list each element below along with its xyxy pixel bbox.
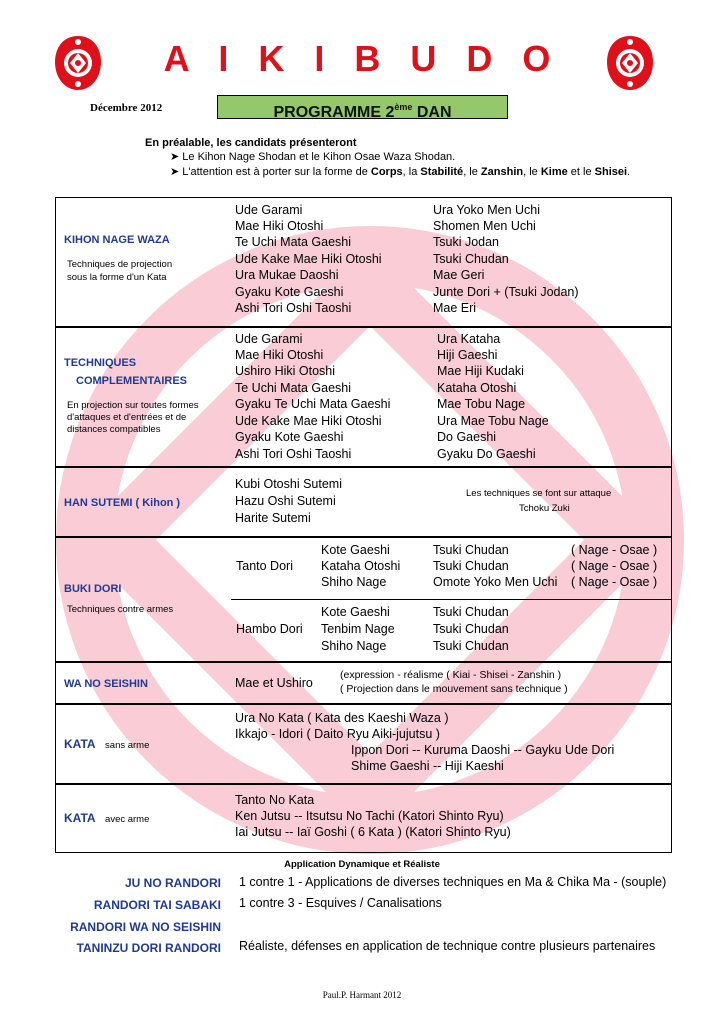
tanto-attack: Omote Yoko Men Uchi [433,575,558,589]
kata-sans-line-3: Ippon Dori -- Kuruma Daoshi -- Gayku Ude Dori [351,743,615,757]
complementaires-col1-item: Te Uchi Mata Gaeshi [235,381,352,395]
kata-avec-line-3: Iai Jutsu -- Iaï Goshi ( 6 Kata ) (Katori Shinto Ryu) [235,825,511,839]
tanto-technique: Kataha Otoshi [321,559,401,573]
han-sutemi-note-2: Tchoku Zuki [519,503,570,514]
complementaires-col2-item: Ura Kataha [437,332,501,346]
randori-text: Réaliste, défenses en application de technique contre plusieurs partenaires [239,939,656,953]
buki-dori-note: Techniques contre armes [67,604,174,615]
hambo-attack: Tsuki Chudan [433,605,509,619]
tanto-mode: ( Nage - Osae ) [571,543,658,557]
complementaires-note-3: distances compatibles [67,424,161,435]
han-sutemi-item: Kubi Otoshi Sutemi [235,477,342,491]
kata-avec-line-1: Tanto No Kata [235,793,315,807]
complementaires-col1-item: Gyaku Te Uchi Mata Gaeshi [235,397,391,411]
buki-dori-title: BUKI DORI [64,583,122,595]
complementaires-title-1: TECHNIQUES [64,357,137,369]
hambo-dori-label: Hambo Dori [236,622,303,636]
kata-sans-line-4: Shime Gaeshi -- Hiji Kaeshi [351,759,504,773]
tanto-technique: Kote Gaeshi [321,543,390,557]
hambo-technique: Kote Gaeshi [321,605,390,619]
complementaires-col1-item: Ushiro Hiki Otoshi [235,364,336,378]
complementaires-col2-item: Kataha Otoshi [437,381,517,395]
complementaires-col2-item: Do Gaeshi [437,430,497,444]
han-sutemi-item: Harite Sutemi [235,511,311,525]
kihon-col2-item: Tsuki Jodan [433,235,500,249]
footer-author: Paul.P. Harmant 2012 [322,990,402,1000]
kata-sans-line-2: Ikkajo - Idori ( Daito Ryu Aiki-jujutsu ) [235,727,440,741]
complementaires-col1-item: Gyaku Kote Gaeshi [235,430,344,444]
kihon-col1-item: Gyaku Kote Gaeshi [235,285,344,299]
kata-sans-title: KATA sans arme [64,737,150,751]
kihon-title: KIHON NAGE WAZA [64,234,170,246]
kihon-col2-item: Junte Dori + (Tsuki Jodan) [433,285,579,299]
bullet-1: ➤ Le Kihon Nage Shodan et le Kihon Osae Waza Shodan. [170,151,456,163]
wa-no-seishin-note-2: ( Projection dans le mouvement sans technique ) [340,683,568,695]
bullet-2: ➤ L'attention est à porter sur la forme de Corps, la Stabilité, le Zanshin, le Kime et le Shisei. [170,166,631,178]
wa-no-seishin-note-1: (expression - réalisme ( Kiai - Shisei - Zanshin ) [340,669,562,681]
kihon-col1-item: Ashi Tori Oshi Taoshi [235,301,352,315]
buki-divider [231,599,672,600]
complementaires-col1-item: Ashi Tori Oshi Taoshi [235,447,352,461]
randori-label: TANINZU DORI RANDORI [76,941,221,955]
kata-avec-line-2: Ken Jutsu -- Itsutsu No Tachi (Katori Shinto Ryu) [235,809,504,823]
intro-text: En préalable, les candidats présenteront [145,137,357,149]
kihon-col2-item: Shomen Men Uchi [433,219,536,233]
kihon-note-2: sous la forme d'un Kata [67,272,167,283]
complementaires-col2-item: Mae Hiji Kudaki [437,364,524,378]
kihon-col1-item: Ura Mukae Daoshi [235,268,339,282]
complementaires-note-1: En projection sur toutes formes [67,400,199,411]
hambo-technique: Shiho Nage [321,639,387,653]
complementaires-col1-item: Ude Kake Mae Hiki Otoshi [235,414,382,428]
han-sutemi-title: HAN SUTEMI ( Kihon ) [64,497,181,509]
tanto-dori-label: Tanto Dori [236,559,293,573]
kihon-col1-item: Te Uchi Mata Gaeshi [235,235,352,249]
randori-label: RANDORI TAI SABAKI [93,898,221,912]
tanto-attack: Tsuki Chudan [433,559,509,573]
complementaires-col1-item: Ude Garami [235,332,303,346]
complementaires-col2-item: Mae Tobu Nage [437,397,526,411]
programme-banner: PROGRAMME 2ème DAN [217,95,508,119]
complementaires-title-2: COMPLEMENTAIRES [76,375,188,387]
kihon-col2-item: Tsuki Chudan [433,252,509,266]
tanto-attack: Tsuki Chudan [433,543,509,557]
randori-header: Application Dynamique et Réaliste [284,859,440,870]
han-sutemi-item: Hazu Oshi Sutemi [235,494,336,508]
complementaires-col2-item: Gyaku Do Gaeshi [437,447,536,461]
kata-sans-line-1: Ura No Kata ( Kata des Kaeshi Waza ) [235,711,449,725]
randori-label: RANDORI WA NO SEISHIN [70,920,221,934]
tanto-mode: ( Nage - Osae ) [571,559,658,573]
complementaires-col2-item: Hiji Gaeshi [437,348,498,362]
page-title: A I K I B U D O [163,38,561,79]
complementaires-note-2: d'attaques et d'entrées et de [67,412,187,423]
complementaires-col1-item: Mae Hiki Otoshi [235,348,324,362]
kihon-col2-item: Mae Geri [433,268,485,282]
randori-text: 1 contre 3 - Esquives / Canalisations [239,896,442,910]
kihon-col1-item: Mae Hiki Otoshi [235,219,324,233]
kihon-col2-item: Ura Yoko Men Uchi [433,203,541,217]
han-sutemi-note-1: Les techniques se font sur attaque [466,488,612,499]
tanto-technique: Shiho Nage [321,575,387,589]
kihon-col1-item: Ude Kake Mae Hiki Otoshi [235,252,382,266]
wa-no-seishin-title: WA NO SEISHIN [64,678,148,690]
wa-no-seishin-label: Mae et Ushiro [235,676,313,690]
complementaires-col2-item: Ura Mae Tobu Nage [437,414,549,428]
tanto-mode: ( Nage - Osae ) [571,575,658,589]
kihon-col2-item: Mae Eri [433,301,477,315]
date: Décembre 2012 [90,102,163,114]
kihon-col1-item: Ude Garami [235,203,303,217]
hambo-attack: Tsuki Chudan [433,622,509,636]
hambo-attack: Tsuki Chudan [433,639,509,653]
randori-text: 1 contre 1 - Applications de diverses techniques en Ma & Chika Ma - (souple) [239,875,667,889]
hambo-technique: Tenbim Nage [321,622,395,636]
randori-label: JU NO RANDORI [124,876,221,890]
kihon-note-1: Techniques de projection [67,259,173,270]
kata-avec-title: KATA avec arme [64,811,150,825]
